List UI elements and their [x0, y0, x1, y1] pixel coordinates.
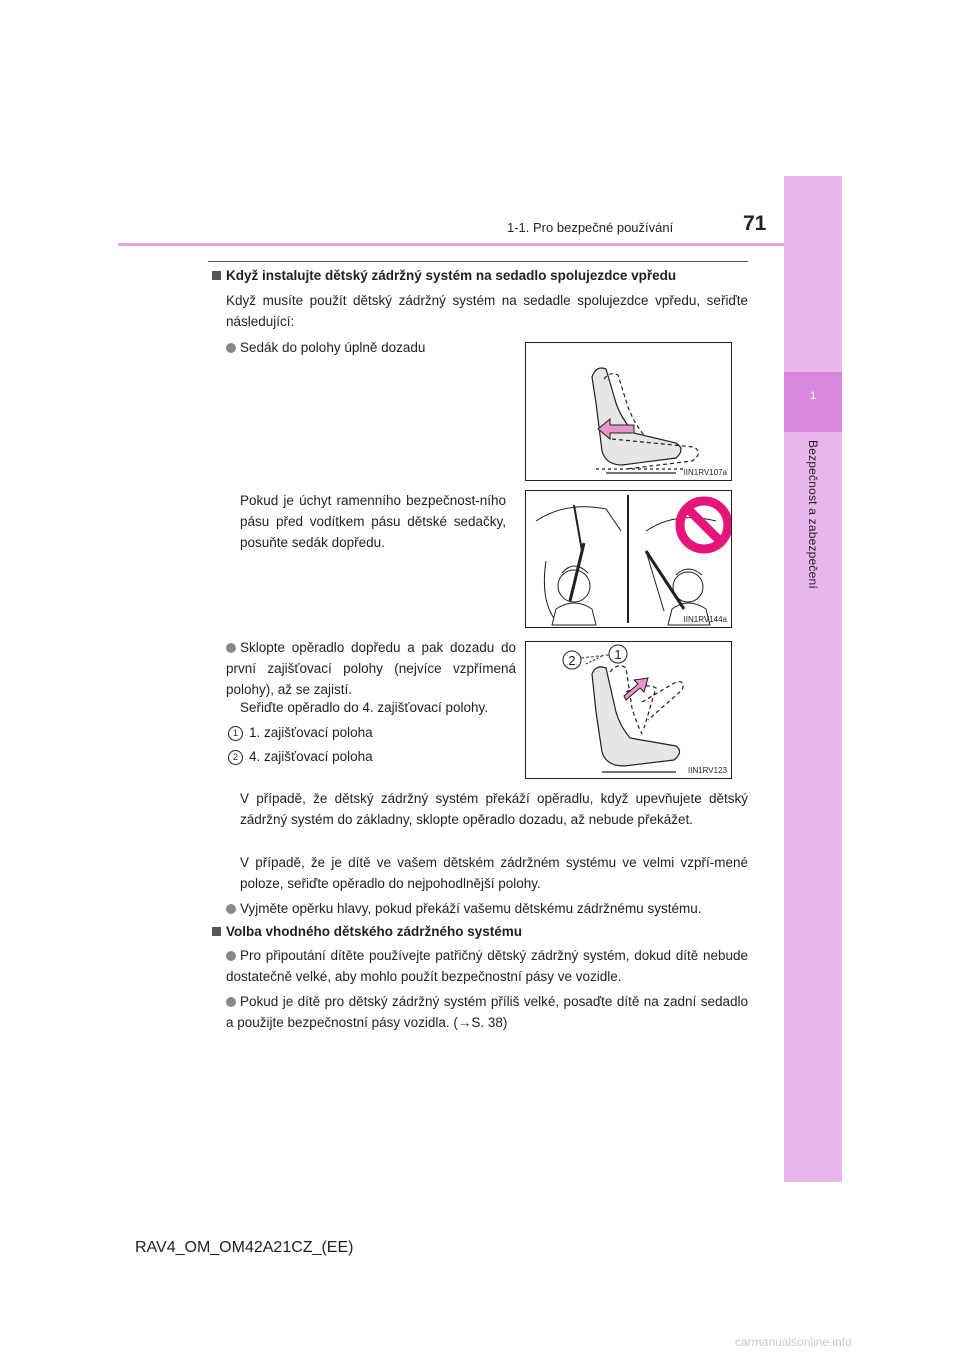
shoulder-belt-illustration	[526, 491, 731, 627]
square-bullet-icon	[212, 927, 221, 936]
round-bullet-icon	[226, 997, 236, 1007]
round-bullet-icon	[226, 904, 236, 914]
legend-1-marker: 1	[228, 726, 243, 741]
item-seatback-fold: Sklopte opěradlo dopředu a pak dozadu do první zajišťovací polohy (nejvíce vzpřímená polohy), až se zajistí.	[226, 640, 516, 697]
figure-code: IIN1RV144a	[683, 615, 727, 624]
doc-id: RAV4_OM_OM42A21CZ_(EE)	[135, 1239, 354, 1256]
section-title: 1-1. Pro bezpečné používání	[507, 220, 674, 235]
section1-heading: Když instalujte dětský zádržný systém na sedadlo spolujezdce vpředu	[212, 268, 752, 283]
round-bullet-icon	[226, 643, 236, 653]
item-too-big: Pokud je dítě pro dětský zádržný systém příliš velké, posaďte dítě na zadní sedadlo a použijte bezpečnostní pásy vozidla. (→S. 38)	[226, 994, 748, 1030]
callout-1	[609, 645, 627, 663]
para-upright: V případě, že je dítě ve vašem dětském zádržném systému ve velmi vzpří-mené poloze, seřiďte opěradlo do nejpohodlnější polohy.	[240, 855, 748, 891]
callout-1-label: 1	[614, 647, 622, 662]
figure-code: IIN1RV123	[688, 766, 727, 775]
figure-code: IIN1RV107a	[683, 468, 727, 477]
legend-2-marker: 2	[228, 750, 243, 765]
item-seatback-adjust: Seřiďte opěradlo do 4. zajišťovací polohy.	[240, 700, 489, 715]
legend-1: 1 1. zajišťovací poloha	[228, 722, 518, 743]
legend-2: 2 4. zajišťovací poloha	[228, 746, 518, 767]
note-shoulder-belt: Pokud je úchyt ramenního bezpečnost-ního pásu před vodítkem pásu dětské sedačky, posuňte sedák dopředu.	[240, 493, 506, 550]
figure-seatback-positions	[525, 641, 732, 779]
prohibition-icon	[680, 501, 728, 549]
item-seat-back: Sedák do polohy úplně dozadu	[226, 337, 516, 358]
seat-slide-illustration	[526, 343, 731, 480]
seatback-illustration	[526, 642, 731, 778]
chapter-side-tab	[784, 176, 842, 1182]
figure-shoulder-belt	[525, 490, 732, 628]
chapter-number: 1	[809, 390, 817, 402]
header-rule	[118, 243, 784, 246]
round-bullet-icon	[226, 951, 236, 961]
chapter-number-box	[784, 372, 842, 432]
round-bullet-icon	[226, 343, 236, 353]
section2-heading: Volba vhodného dětského zádržného systému	[212, 924, 752, 939]
separator	[208, 261, 748, 262]
figure-seat-slide	[525, 342, 732, 481]
chapter-title-box	[784, 440, 842, 640]
section1-intro: Když musíte použít dětský zádržný systém na sedadle spolujezdce vpředu, seřiďte následující:	[226, 293, 748, 329]
item-proper-restraint: Pro připoutání dítěte používejte patřičný dětský zádržný systém, dokud dítě nebude dostatečně velké, aby mohlo použít bezpečnostní pásy ve vozidle.	[226, 948, 748, 984]
item-headrest: Vyjměte opěrku hlavy, pokud překáží vašemu dětskému zádržnému systému.	[226, 898, 756, 919]
watermark: carmanualsonline.info	[735, 1335, 852, 1349]
page-number: 71	[743, 212, 767, 235]
callout-2-label: 2	[568, 653, 576, 668]
square-bullet-icon	[212, 271, 221, 280]
para-obstruction: V případě, že dětský zádržný systém překáží opěradlu, když upevňujete dětský zádržný systém do základny, sklopte opěradlo dozadu, až nebude překážet.	[240, 791, 748, 827]
callout-2	[563, 651, 581, 669]
chapter-title: Bezpečnost a zabezpečení	[806, 440, 820, 589]
